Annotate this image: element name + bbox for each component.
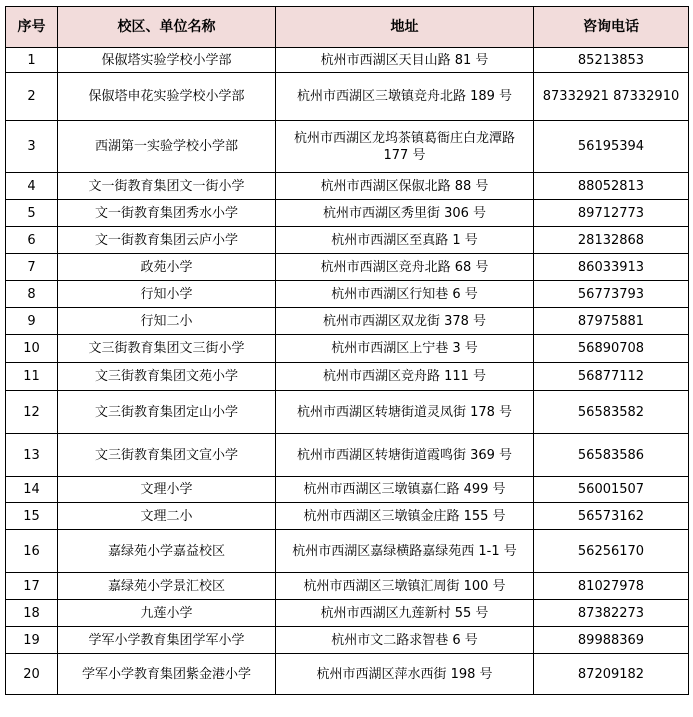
cell-index: 3 <box>6 121 58 173</box>
cell-address: 杭州市西湖区萍水西街 198 号 <box>276 654 534 695</box>
cell-phone: 56773793 <box>534 281 689 308</box>
cell-school-name: 文三街教育集团文苑小学 <box>58 363 276 391</box>
cell-index: 6 <box>6 227 58 254</box>
cell-address: 杭州市西湖区至真路 1 号 <box>276 227 534 254</box>
header-school-name: 校区、单位名称 <box>58 7 276 48</box>
cell-school-name: 政苑小学 <box>58 254 276 281</box>
cell-school-name: 行知小学 <box>58 281 276 308</box>
cell-school-name: 学军小学教育集团学军小学 <box>58 627 276 654</box>
cell-index: 19 <box>6 627 58 654</box>
cell-school-name: 学军小学教育集团紫金港小学 <box>58 654 276 695</box>
cell-address: 杭州市西湖区行知巷 6 号 <box>276 281 534 308</box>
table-row <box>6 654 689 695</box>
cell-phone: 87382273 <box>534 600 689 627</box>
cell-phone: 56583586 <box>534 434 689 477</box>
cell-index: 13 <box>6 434 58 477</box>
cell-phone: 86033913 <box>534 254 689 281</box>
cell-index: 16 <box>6 530 58 573</box>
cell-phone: 56573162 <box>534 503 689 530</box>
cell-school-name: 嘉绿苑小学景汇校区 <box>58 573 276 600</box>
cell-phone: 89712773 <box>534 200 689 227</box>
table-row <box>6 503 689 530</box>
cell-index: 11 <box>6 363 58 391</box>
table-row <box>6 227 689 254</box>
cell-phone: 87975881 <box>534 308 689 335</box>
table-row <box>6 281 689 308</box>
cell-index: 14 <box>6 477 58 503</box>
cell-school-name: 保俶塔申花实验学校小学部 <box>58 73 276 121</box>
cell-index: 17 <box>6 573 58 600</box>
cell-school-name: 九莲小学 <box>58 600 276 627</box>
cell-index: 18 <box>6 600 58 627</box>
cell-school-name: 文三街教育集团定山小学 <box>58 391 276 434</box>
cell-address: 杭州市西湖区双龙街 378 号 <box>276 308 534 335</box>
table-row <box>6 308 689 335</box>
cell-school-name: 文一街教育集团秀水小学 <box>58 200 276 227</box>
header-index: 序号 <box>6 7 58 48</box>
table-row <box>6 121 689 173</box>
cell-school-name: 嘉绿苑小学嘉益校区 <box>58 530 276 573</box>
cell-phone: 85213853 <box>534 48 689 73</box>
cell-index: 20 <box>6 654 58 695</box>
cell-phone: 87332921 87332910 <box>534 73 689 121</box>
table-row <box>6 627 689 654</box>
cell-index: 10 <box>6 335 58 363</box>
cell-phone: 56583582 <box>534 391 689 434</box>
table-body <box>6 48 689 695</box>
header-row <box>6 7 689 48</box>
table-row <box>6 200 689 227</box>
cell-address: 杭州市西湖区竞舟路 111 号 <box>276 363 534 391</box>
cell-address: 杭州市西湖区三墩镇金庄路 155 号 <box>276 503 534 530</box>
header-phone: 咨询电话 <box>534 7 689 48</box>
cell-index: 4 <box>6 173 58 200</box>
cell-index: 5 <box>6 200 58 227</box>
cell-address: 杭州市西湖区天目山路 81 号 <box>276 48 534 73</box>
cell-address: 杭州市西湖区保俶北路 88 号 <box>276 173 534 200</box>
cell-address: 杭州市西湖区龙坞茶镇葛衙庄白龙潭路 177 号 <box>276 121 534 173</box>
cell-phone: 56877112 <box>534 363 689 391</box>
cell-address: 杭州市西湖区转塘街道灵凤街 178 号 <box>276 391 534 434</box>
table-row <box>6 173 689 200</box>
table-row <box>6 391 689 434</box>
cell-address: 杭州市西湖区上宁巷 3 号 <box>276 335 534 363</box>
cell-address: 杭州市西湖区三墩镇嘉仁路 499 号 <box>276 477 534 503</box>
cell-index: 1 <box>6 48 58 73</box>
cell-phone: 81027978 <box>534 573 689 600</box>
cell-school-name: 文三街教育集团文三街小学 <box>58 335 276 363</box>
cell-address: 杭州市西湖区三墩镇汇周街 100 号 <box>276 573 534 600</box>
cell-phone: 88052813 <box>534 173 689 200</box>
cell-index: 2 <box>6 73 58 121</box>
cell-phone: 89988369 <box>534 627 689 654</box>
cell-address: 杭州市西湖区嘉绿横路嘉绿苑西 1-1 号 <box>276 530 534 573</box>
table-row <box>6 335 689 363</box>
school-contact-table <box>5 6 689 695</box>
header-address: 地址 <box>276 7 534 48</box>
table-row <box>6 254 689 281</box>
cell-address: 杭州市西湖区九莲新村 55 号 <box>276 600 534 627</box>
table-row <box>6 363 689 391</box>
cell-phone: 56195394 <box>534 121 689 173</box>
table-header <box>6 7 689 48</box>
cell-index: 15 <box>6 503 58 530</box>
table-row <box>6 600 689 627</box>
cell-index: 12 <box>6 391 58 434</box>
cell-address: 杭州市西湖区三墩镇竞舟北路 189 号 <box>276 73 534 121</box>
cell-index: 8 <box>6 281 58 308</box>
table-row <box>6 530 689 573</box>
cell-school-name: 文理小学 <box>58 477 276 503</box>
table-row <box>6 573 689 600</box>
cell-phone: 28132868 <box>534 227 689 254</box>
cell-address: 杭州市文二路求智巷 6 号 <box>276 627 534 654</box>
cell-school-name: 文一街教育集团文一街小学 <box>58 173 276 200</box>
cell-phone: 56001507 <box>534 477 689 503</box>
cell-index: 7 <box>6 254 58 281</box>
cell-phone: 56890708 <box>534 335 689 363</box>
table-row <box>6 434 689 477</box>
cell-school-name: 西湖第一实验学校小学部 <box>58 121 276 173</box>
cell-address: 杭州市西湖区秀里街 306 号 <box>276 200 534 227</box>
school-contact-table-wrapper <box>5 6 689 695</box>
table-row <box>6 48 689 73</box>
cell-phone: 87209182 <box>534 654 689 695</box>
cell-index: 9 <box>6 308 58 335</box>
table-row <box>6 73 689 121</box>
cell-school-name: 文三街教育集团文宣小学 <box>58 434 276 477</box>
cell-address: 杭州市西湖区转塘街道霞鸣街 369 号 <box>276 434 534 477</box>
cell-school-name: 文一街教育集团云庐小学 <box>58 227 276 254</box>
cell-address: 杭州市西湖区竞舟北路 68 号 <box>276 254 534 281</box>
cell-school-name: 行知二小 <box>58 308 276 335</box>
cell-school-name: 文理二小 <box>58 503 276 530</box>
table-row <box>6 477 689 503</box>
cell-phone: 56256170 <box>534 530 689 573</box>
cell-school-name: 保俶塔实验学校小学部 <box>58 48 276 73</box>
